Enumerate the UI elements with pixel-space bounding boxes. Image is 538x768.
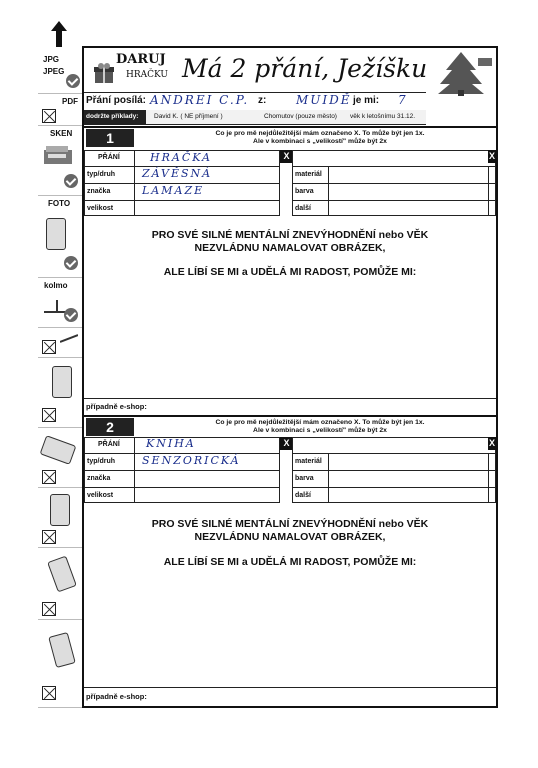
tilt-icon	[60, 330, 78, 340]
jpg-label: JPG	[43, 55, 60, 64]
sidebar-tile-photo-2[interactable]	[38, 358, 82, 428]
dalsi-label: další	[295, 492, 311, 499]
znacka-value[interactable]: LAMAZE	[142, 184, 205, 197]
form-frame	[82, 46, 498, 708]
sidebar-tile-angle-1[interactable]	[38, 328, 82, 358]
logo-top-text: DARUJ	[116, 52, 166, 67]
page-title: Má 2 přání, Ježíšku	[182, 54, 428, 83]
check-icon	[64, 174, 78, 188]
christmas-tree-icon	[426, 50, 496, 96]
material-label: materiál	[295, 171, 322, 178]
sidebar-tile-foto[interactable]	[38, 196, 82, 278]
disability-text-3: ALE LÍBÍ SE MI a UDĚLÁ MI RADOST, POMŮŽE MI:	[163, 266, 417, 278]
je-mi-label: je mi:	[353, 95, 380, 106]
example-name: David K. ( NE příjmení )	[154, 113, 223, 120]
typ-value[interactable]: SENZORICKÁ	[142, 454, 241, 467]
example-city: Chomutov (pouze město)	[264, 113, 337, 120]
sidebar-tile-jpg[interactable]	[38, 52, 82, 94]
cross-checkbox-icon[interactable]	[42, 602, 56, 616]
phone-icon	[50, 494, 70, 526]
material-label: materiál	[295, 458, 322, 465]
sidebar-tile-kolmo[interactable]	[38, 278, 82, 328]
z-value[interactable]: MUIDĚ	[296, 93, 352, 107]
znacka-label: značka	[87, 188, 111, 195]
note-line-2: Ale v kombinaci s „velikostí" může být 2x	[253, 427, 387, 434]
prani-value[interactable]: KNIHA	[146, 437, 196, 450]
prani-posila-value[interactable]: ANDREI C.P.	[150, 93, 250, 107]
logo	[92, 52, 176, 90]
kolmo-label: kolmo	[44, 281, 68, 290]
check-icon	[64, 308, 78, 322]
section-number: 2	[86, 418, 134, 436]
phone-icon	[52, 366, 72, 398]
velikost-label: velikost	[87, 205, 114, 212]
check-icon	[64, 256, 78, 270]
logo-bottom-text: HRAČKU	[126, 70, 168, 80]
prani-label: PŘÁNÍ	[98, 441, 120, 448]
z-label: z:	[258, 95, 267, 106]
cross-checkbox-icon[interactable]	[42, 686, 56, 700]
scanner-icon	[42, 144, 74, 168]
disability-text-3: ALE LÍBÍ SE MI a UDĚLÁ MI RADOST, POMŮŽE MI:	[163, 556, 417, 568]
pdf-label: PDF	[62, 97, 78, 106]
sidebar-tile-sken[interactable]	[38, 126, 82, 196]
disability-text-2: NEZVLÁDNU NAMALOVAT OBRÁZEK,	[194, 531, 386, 543]
phone-icon	[48, 632, 76, 668]
sken-label: SKEN	[50, 129, 73, 138]
cross-checkbox-icon[interactable]	[42, 470, 56, 484]
cross-checkbox-icon[interactable]	[42, 340, 56, 354]
disability-text-2: NEZVLÁDNU NAMALOVAT OBRÁZEK,	[194, 242, 386, 254]
note-line-2: Ale v kombinaci s „velikostí" může být 2x	[253, 138, 387, 145]
arrow-up-icon	[51, 21, 67, 47]
x-marker: X	[280, 437, 293, 450]
example-age: věk k letošnímu 31.12.	[350, 113, 416, 120]
eshop-label: případně e-shop:	[86, 692, 147, 701]
phone-icon	[46, 218, 66, 250]
prani-label: PŘÁNÍ	[98, 154, 120, 161]
sidebar-tile-photo-5[interactable]	[38, 548, 82, 620]
disability-text-1: PRO SVÉ SILNÉ MENTÁLNÍ ZNEVÝHODNĚNÍ nebo VĚK	[151, 229, 429, 241]
jpeg-label: JPEG	[43, 67, 65, 76]
dalsi-label: další	[295, 205, 311, 212]
znacka-label: značka	[87, 475, 111, 482]
prani-value[interactable]: HRAČKA	[150, 151, 212, 164]
typ-label: typ/druh	[87, 171, 115, 178]
foto-label: FOTO	[48, 199, 71, 208]
cross-checkbox-icon[interactable]	[42, 109, 56, 123]
x-marker: X	[488, 151, 495, 161]
barva-label: barva	[295, 475, 314, 482]
sidebar-tile-photo-4[interactable]	[38, 488, 82, 548]
gift-icon	[94, 62, 114, 84]
cross-checkbox-icon[interactable]	[42, 530, 56, 544]
x-marker: X	[280, 150, 293, 163]
cross-checkbox-icon[interactable]	[42, 408, 56, 422]
barva-label: barva	[295, 188, 314, 195]
velikost-label: velikost	[87, 492, 114, 499]
je-mi-value[interactable]: 7	[398, 93, 408, 107]
disability-text-1: PRO SVÉ SILNÉ MENTÁLNÍ ZNEVÝHODNĚNÍ nebo VĚK	[151, 518, 429, 530]
sidebar-tile-photo-3[interactable]	[38, 428, 82, 488]
eshop-label: případně e-shop:	[86, 402, 147, 411]
typ-value[interactable]: ZÁVĚSNÁ	[142, 167, 213, 180]
typ-label: typ/druh	[87, 458, 115, 465]
dodrzte-label: dodržte příklady:	[84, 110, 146, 124]
check-icon	[66, 74, 80, 88]
note-line-1: Co je pro mě nejdůležitější mám označeno X. To může být jen 1x.	[215, 130, 425, 137]
x-marker: X	[488, 438, 495, 448]
phone-icon	[47, 556, 77, 593]
note-line-1: Co je pro mě nejdůležitější mám označeno X. To může být jen 1x.	[215, 419, 425, 426]
sidebar-tile-pdf[interactable]	[38, 94, 82, 126]
sidebar-tile-photo-6[interactable]	[38, 620, 82, 708]
phone-icon	[40, 435, 77, 465]
prani-posila-label: Přání posílá:	[86, 95, 147, 106]
section-number: 1	[86, 129, 134, 147]
